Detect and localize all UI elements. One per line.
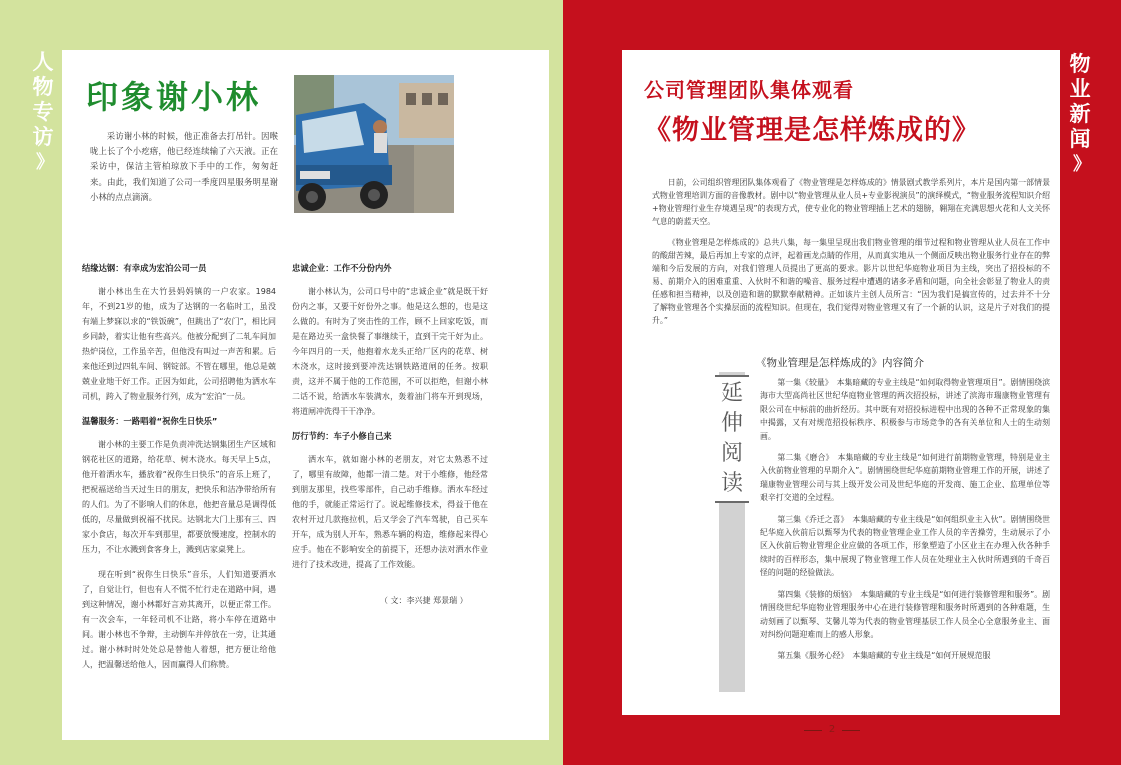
news-intro — [652, 176, 1050, 335]
tag-char: 新 — [1069, 102, 1091, 126]
paragraph: 谢小林出生在大竹县妈妈镇的一户农家。1984年，不到21岁的他，成为了达钢的一名临时工，虽没有端上梦寐以求的“铁饭碗”，但跳出了“农门”，相比同乡同龄，着实让他有些高兴。他被分配到了二轧车间加热炉岗位，工作虽辛苦，但他没有叫过一声苦和累。后来他还到过四轧车间、钢锭部。不管在哪里，他总是兢兢业业地干好工作。正因为如此，公司招聘他为洒水车司机，跨入了物业服务行列，成为“宏泊”一员。 — [82, 287, 276, 401]
extended-reading-heading: 《物业管理是怎样炼成的》内容简介 — [756, 357, 924, 369]
paragraph: 现在听到“祝你生日快乐”音乐，人们知道要洒水了，自觉让行，但也有人不慌不忙行走在道路中间，遇到这种情况，谢小林都好言劝其离开，以便正常工作。有一次会车，一年轻司机不让路，将小车停在道路中间。谢小林也不争辩，主动倒车并停放在一旁，让其通过。谢小林时时处处总是替他人着想，把方便让给他人，把温馨送给他人，因而赢得人们称赞。 — [82, 570, 276, 669]
label-char: 伸 — [720, 411, 743, 436]
paragraph: 《物业管理是怎样炼成的》总共八集，每一集里呈现出我们物业管理的细节过程和物业管理从业人员在工作中的酸甜苦辣，最后再加上专家的点评，起着画龙点睛的作用，从而真实地从一个侧面反映出物业服务行业存在的弊端和今后发展的方向，对我们管理人员提出了更高的要求。影片以世纪华庭物业项目为主线，突出了招投标的不易、前期介入的困难重重、入伙时不和谐的噪音、服务过程中遭遇的诸多矛盾和问题，向全社会彰显了物业人的责任感和担当精神，以及创造和谐的默默奉献精神。正如该片主创人员所言：“因为我们是搞宣传的，过去并不十分了解物业管理各个实操层面的流程知识。但现在，我们觉得对物业管理又有了一个新的认识，这是片子对我们的提升。” — [652, 238, 1050, 325]
paragraph: 谢小林认为，公司口号中的“忠诚企业”就是既干好份内之事，又要干好份外之事。他是这么想的，也是这么做的。有时为了突击性的工作，顾不上回家吃饭，而是在路边买一盒快餐了事继续干，直到干完干好为止。今年四月的一天，他抱着水龙头正给厂区内的花草、树木浇水，这时接到要冲洗达钢铁路道闸的任务。按职责，这并不属于他的工作范围，不可以拒绝，但谢小林二话不说，给洒水车装满水，轰着油门将车开到现场，将道闸冲洗得干干净净。 — [292, 287, 488, 416]
page-number-rule — [842, 730, 860, 731]
byline: （ 文：李兴捷 郑景瑞 ） — [380, 596, 468, 605]
page-number-rule — [804, 730, 822, 731]
photo-man-with-blue-truck-icon — [294, 75, 454, 213]
chevron-icon: 》 — [36, 152, 50, 173]
section-heading: 结缘达钢：有幸成为宏泊公司一员 — [82, 263, 207, 273]
tag-char: 专 — [32, 100, 54, 124]
tag-char: 物 — [1069, 52, 1091, 76]
section-tag-property-news — [1065, 52, 1095, 177]
article-column-1 — [82, 259, 276, 682]
paragraph: 谢小林的主要工作是负责冲洗达钢集团生产区域和钢花社区的道路，给花草、树木浇水。每天早上5点，他开着洒水车，播放着“祝你生日快乐”的音乐上班了，把祝福送给当天过生日的朋友，把快乐和洁净带给所有的人们。为了不影响人们的休息，他把音量总是调得低低的，尽量做到祝福不扰民。达钢北大门上那有三、四家小食店，每次开车到那里，都要放慢速度，控制水的压力，不让水溅到食客身上，溅到店家桌凳上。 — [82, 440, 276, 554]
tag-char: 业 — [1069, 77, 1091, 101]
paragraph: 洒水车，就如谢小林的老朋友，对它太熟悉不过了，哪里有故障，他都一清二楚。对于小维修，他经常到朋友那里，找些零部件，自己动手维修。洒水车经过他的手，就能正常运行了。说起维修技术，得益于他在农村开过几款拖拉机，后又学会了汽车驾驶，自己买车开车，成为别人开车，熟悉车辆的构造，维修起来得心应手。他在不影响安全的前提下，还想办法对洒水作业进行了技术改进，提高了工作效能。 — [292, 455, 488, 569]
episode-item: 第一集《较量》 本集暗藏的专业主线是“如何取得物业管理项目”。剧情围绕滨海市大型高尚社区世纪华庭物业管理的两次招投标，讲述了滨海市瑞康物业管理有限公司在中标前的曲折经历。其中既有对招投标进程中出现的各种不正常现象的集中揭露，又有对规范招投标秩序、积极参与市场竞争的各有关单位和人士的生动刻画。 — [760, 378, 1050, 441]
episode-item: 第五集《服务心经》 本集暗藏的专业主线是“如何开展规范服 — [777, 651, 991, 661]
article-column-2 — [292, 259, 488, 582]
episode-item: 第三集《乔迁之喜》 本集暗藏的专业主线是“如何组织业主入伙”。剧情围绕世纪华庭入伙前后以甄琴为代表的物业管理企业工作人员的辛苦操劳，生动展示了小区入伙前后物业管理企业应做的各项工作，形象塑造了小区业主在办理入伙各种手续时的百样形态，集中展现了物业管理工作人员在处理业主入伙时所遇到的千奇百怪的问题的经验做法。 — [760, 514, 1050, 578]
news-title-line1: 公司管理团队集体观看 — [644, 78, 854, 102]
section-tag-people-interview — [28, 50, 58, 175]
right-page — [622, 50, 1060, 715]
section-heading: 忠诚企业：工作不分份内外 — [292, 263, 392, 273]
episode-list — [760, 376, 1050, 671]
article-title: 印象谢小林 — [86, 78, 262, 116]
paragraph: 日前，公司组织管理团队集体观看了《物业管理是怎样炼成的》情景剧式教学系列片，本片是国内第一部情景式物业管理培训方面的音像教材。剧中以“物业管理从业人员+专业影视演员”的演绎模式，“物业服务流程知识介绍+物业管理行业生存境遇呈现”的表现方式，使专业化的物业管理插上艺术的翅膀，翱翔在充满思想火花和人文关怀气息的蔚蓝天空。 — [652, 178, 1050, 226]
news-title-line2: 《物业管理是怎样炼成的》 — [644, 115, 980, 146]
label-char: 阅 — [720, 441, 743, 466]
section-heading: 厉行节约：车子小修自己来 — [292, 431, 392, 441]
label-char: 延 — [720, 381, 743, 406]
episode-item: 第二集《磨合》 本集暗藏的专业主线是“如何进行前期物业管理，特别是业主入伙前物业管理的早期介入”。剧情围绕世纪华庭前期物业管理工作的开展，讲述了瑞康物业管理公司与其上级开发公司及世纪华庭的开发商、施工企业、监理单位等艰辛打交道的全过程。 — [760, 453, 1050, 503]
page-number-value: 2 — [828, 724, 836, 735]
tag-char: 物 — [32, 75, 54, 99]
article-lead: 采访谢小林的时候，他正准备去打吊针。因喉咙上长了个小疙瘩，他已经连续输了六天液。正在采访中，保洁主管柏琼放下手中的工作，匆匆赶来。由此，我们知道了公司一季度四星服务明星谢小林的点点滴滴。 — [90, 131, 278, 202]
section-heading: 温馨服务：一路唱着“祝你生日快乐” — [82, 416, 218, 426]
left-page — [62, 50, 549, 740]
tag-char: 访 — [32, 125, 54, 149]
label-char: 读 — [720, 471, 743, 496]
tag-char: 闻 — [1069, 127, 1091, 151]
page-number — [802, 724, 862, 735]
tag-char: 人 — [32, 50, 54, 74]
episode-item: 第四集《装修的烦恼》 本集暗藏的专业主线是“如何进行装修管理和服务”。剧情围绕世纪华庭物业管理服务中心在进行装修管理和服务时所遇到的各种难题，生动刻画了以甄琴、艾馨儿等为代表的物业管理基层工作人员全心全意服务业主、面对纠纷问题迎难而上的感人形象。 — [760, 589, 1050, 639]
chevron-icon: 》 — [1073, 154, 1087, 175]
extended-reading-label — [715, 375, 749, 503]
